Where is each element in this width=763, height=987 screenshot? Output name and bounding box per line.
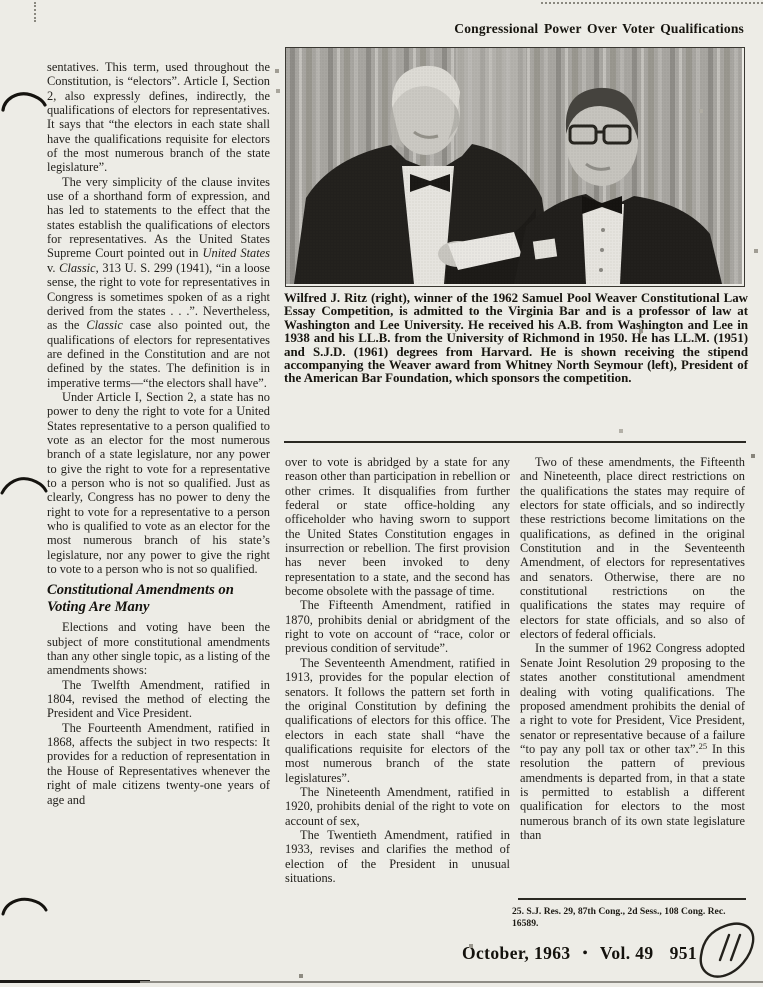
text-run: v. [47,260,60,275]
paragraph: Elections and voting have been the subject of more constitutional amendments than any other single topic, as a listing of the amendments shows: [47,620,270,678]
pen-arc-mark [0,477,50,499]
right-column [520,455,745,842]
paragraph: The Twentieth Amendment, ratified in 1933, revises and clarifies the method of election of the President in unusual situations. [285,827,510,885]
running-head-title: Congressional Power Over Voter Qualifications [454,21,744,36]
scan-dotted-edge [541,2,763,4]
pen-arc-mark [0,897,50,919]
handwritten-circled-11 [695,920,759,982]
scan-bottom-edge-light [140,981,763,983]
paragraph: Two of these amendments, the Fifteenth and Nineteenth, place direct restrictions on the qualifications the states may require of electors for state officials, and so indirectly these restrictions become limitations on the qualifications, as defined in the original Constitution and in the Seventeenth Amendment, of electors for representatives and senators. Otherwise, there are no constitutional restrictions on the qualifications the states may require of electors for state officials, and so also of electors of federal officials. [520,455,745,642]
paragraph: The Fifteenth Amendment, ratified in 1870, prohibits denial or abridgment of the right to vote on account of “race, color or previous condition of servitude”. [285,598,510,656]
footnote-rule [518,898,746,900]
paragraph: The Seventeenth Amendment, ratified in 1913, provides for the popular election of senators. It follows the pattern set forth in the original Constitution by defining the qualifications of electors for this office. The electors in each state shall “have the qualifications requisite for electors of the most numerous branch of the state legislatures”. [285,655,510,785]
paragraph: The Fourteenth Amendment, ratified in 1868, affects the subject in two respects: It provides for a reduction of representation in the House of Representatives whenever the right of male citizens twenty-one years of age and [47,720,270,807]
scan-dots-left [34,2,36,22]
footer-page-number: 951 [669,943,698,963]
paragraph: Under Article I, Section 2, a state has no power to deny the right to vote for a United States representative to a person qualified to vote as an elector for the most numerous branch of a state legislature, nor any power to give the right to vote for a representative to a person who is not so qualified. Just as clearly, Congress has no power to deny the right to vote for a representative to a person who is qualified to vote as an elector for the most numerous branch of his state’s legislature, nor any power to give the right to vote to a person who is not so qualified. [47,389,270,577]
paragraph: over to vote is abridged by a state for any reason other than participation in rebellion or other crimes. It disqualifies from further federal or state office-holding any officeholder who having sworn to support the United States Constitution engages in insurrection or rebellion. The first provision has never been invoked to deny representation to a state, and the second has become obsolete with the passage of time. [285,455,510,599]
case-name: Classic [86,318,123,333]
paragraph: The Twelfth Amendment, ratified in 1804, revised the method of electing the President and Vice President. [47,677,270,721]
section-heading: Constitutional Amendments on Voting Are Many [47,582,234,616]
scan-specks [0,0,2,2]
pen-arc-mark [0,92,50,114]
footnote-reference: 25 [698,740,708,751]
footnote: 25. S.J. Res. 29, 87th Cong., 2d Sess., 108 Cong. Rec. 16589. [512,906,726,929]
middle-column [285,455,510,885]
left-column [47,60,270,807]
text-run: case also pointed out, the qualifications of electors for representatives are defined in the Constitution and are not defined by the states. The definition is in imperative terms—“the electors shall have”. [47,318,270,390]
text-run: In the summer of 1962 Congress adopted Senate Joint Resolution 29 proposing to the states another constitutional amendment dealing with voting qualifications. The proposed amendment prohibits the denial of a right to vote for President, Vice President, senator or representative because of a failure “to pay any poll tax or other tax”. [520,641,745,756]
footer-issue: October, 1963 [462,943,571,963]
paragraph: The Nineteenth Amendment, ratified in 1920, prohibits denial of the right to vote on account of sex, [285,784,510,828]
caption-divider-rule [284,441,746,443]
text-run: In this resolution the pattern of previous amendments is departed from, in that a state is permitted to establish a different qualification for electors to the most numerous branch of its own state legislature than [520,741,745,842]
photo-caption: Wilfred J. Ritz (right), winner of the 1962 Samuel Pool Weaver Constitutional Law Essay Competition, is admitted to the Virginia Bar and is a professor of law at Washington and Lee University. He received his A.B. from Washington and Lee in 1938 and his LL.B. from the University of Richmond in 1950. He has LL.M. (1951) and S.J.D. (1961) degrees from Harvard. He is shown receiving the stipend accompanying the Weaver award from Whitney North Seymour (left), President of the American Bar Foundation, which sponsors the competition. [284,291,748,386]
text-run: 313 U. S. 299 (1941), “in a loose sense, the right to vote for representatives in Congress is sometimes spoken of as a right derived from the states . . .”. Nevertheless, as the [47,260,270,333]
scan-bottom-edge [0,980,150,983]
paragraph [520,641,745,842]
paragraph [47,175,270,390]
case-name: Classic, [59,260,99,275]
page-footer [462,943,697,964]
photo-illustration [286,48,742,284]
case-name: United States [202,246,270,261]
footer-volume: Vol. 49 [599,943,654,963]
paragraph: sentatives. This term, used throughout the Constitution, is “electors”. Article I, Section 2, also expressly defines, indirectly, the qualifications of electors for representatives. It says that “the electors in each state shall have the qualifications requisite for electors of the most numerous branch of the state legislature”. [47,60,270,175]
footer-bullet: • [582,946,588,961]
text-run: The very simplicity of the clause invites use of a shorthand form of expression, and has led to statements to the effect that the states establish the qualifications of electors for representatives. As the United States Supreme Court pointed out in [47,174,270,261]
award-photo [285,47,745,287]
